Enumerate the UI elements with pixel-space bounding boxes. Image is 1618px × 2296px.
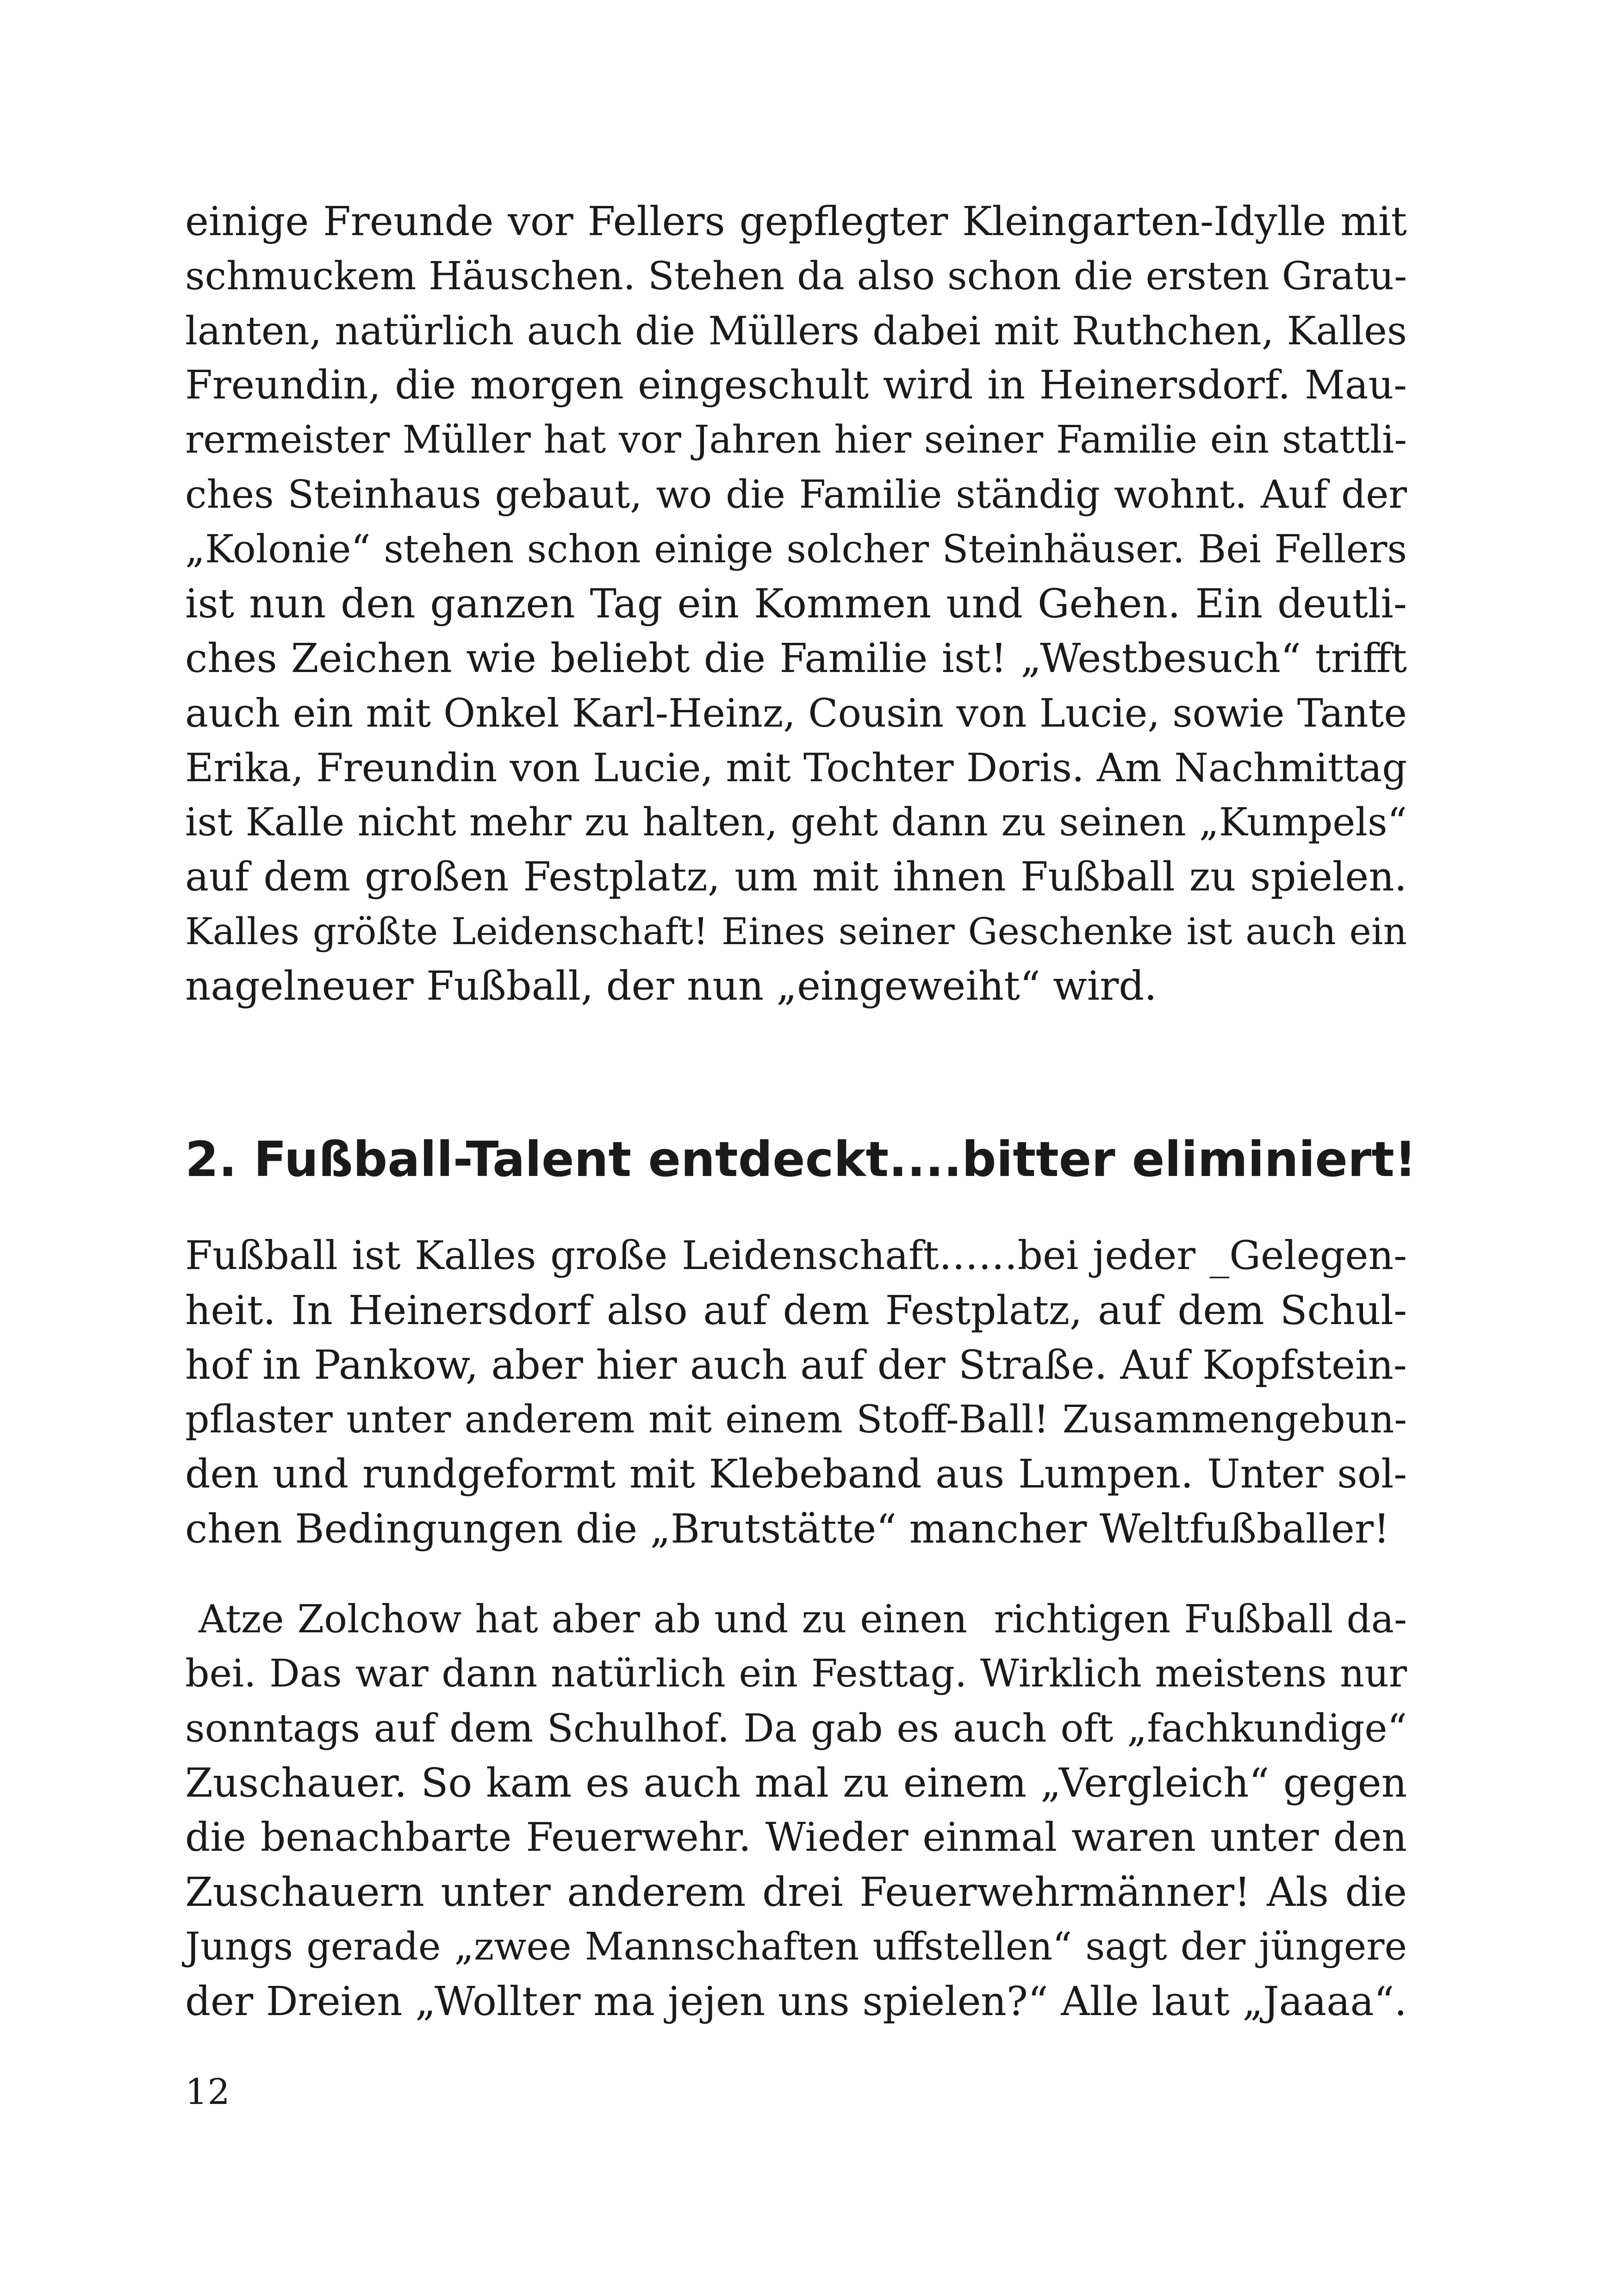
- text-line: Erika, Freundin von Lucie, mit Tochter Doris. Am Nachmittag: [185, 745, 1407, 790]
- intro-paragraph: [185, 194, 1407, 1014]
- text-line: ches Steinhaus gebaut, wo die Familie ständig wohnt. Auf der: [185, 472, 1407, 517]
- text-line: hof in Pankow, aber hier auch auf der Straße. Auf Kopfstein-: [185, 1342, 1407, 1388]
- chapter-paragraph-two: [185, 1592, 1407, 2029]
- text-line: auch ein mit Onkel Karl-Heinz, Cousin von Lucie, sowie Tante: [185, 691, 1407, 736]
- text-line: schmuckem Häuschen. Stehen da also schon die ersten Gratu-: [185, 254, 1407, 299]
- text-line: bei. Das war dann natürlich ein Festtag. Wirklich meistens nur: [185, 1652, 1407, 1696]
- text-line: ist Kalle nicht mehr zu halten, geht dann zu seinen „Kumpels“: [185, 800, 1407, 845]
- text-line: lanten, natürlich auch die Müllers dabei mit Ruthchen, Kalles: [185, 308, 1407, 354]
- chapter-heading: 2. Fußball-Talent entdeckt....bitter eliminiert!: [185, 1131, 1417, 1188]
- text-line: heit. In Heinersdorf also auf dem Festplatz, auf dem Schul-: [185, 1288, 1407, 1334]
- text-line: die benachbarte Feuerwehr. Wieder einmal waren unter den: [185, 1815, 1407, 1860]
- text-line: Fußball ist Kalles große Leidenschaft……bei jeder _Gelegen-: [185, 1233, 1407, 1279]
- text-line: Zuschauern unter anderem drei Feuerwehrmänner! Als die: [185, 1869, 1407, 1916]
- chapter-paragraph-one: [185, 1229, 1407, 1556]
- text-line: ches Zeichen wie beliebt die Familie ist! „Westbesuch“ trifft: [185, 635, 1407, 682]
- text-line: Freundin, die morgen eingeschult wird in Heinersdorf. Mau-: [185, 362, 1407, 408]
- text-line: Kalles größte Leidenschaft! Eines seiner Geschenke ist auch ein: [185, 910, 1407, 953]
- text-line: „Kolonie“ stehen schon einige solcher Steinhäuser. Bei Fellers: [185, 527, 1407, 572]
- text-line: rermeister Müller hat vor Jahren hier seiner Familie ein stattli-: [185, 418, 1407, 462]
- text-line: chen Bedingungen die „Brutstätte“ mancher Weltfußballer!: [185, 1506, 1390, 1552]
- text-line: sonntags auf dem Schulhof. Da gab es auch oft „fachkundige“: [185, 1706, 1407, 1751]
- text-line: den und rundgeformt mit Klebeband aus Lumpen. Unter sol-: [185, 1451, 1407, 1497]
- text-line: Jungs gerade „zwee Mannschaften uffstellen“ sagt der jüngere: [185, 1925, 1407, 1969]
- text-line: ist nun den ganzen Tag ein Kommen und Gehen. Ein deutli-: [185, 581, 1407, 627]
- text-line: pflaster unter anderem mit einem Stoff-Ball! Zusammengebun-: [185, 1398, 1407, 1442]
- text-line: auf dem großen Festplatz, um mit ihnen Fußball zu spielen.: [185, 854, 1407, 900]
- text-line: einige Freunde vor Fellers gepflegter Kleingarten-Idylle mit: [185, 199, 1407, 245]
- page-number: 12: [185, 2071, 230, 2112]
- text-line: Zuschauer. So kam es auch mal zu einem „Vergleich“ gegen: [185, 1760, 1407, 1806]
- text-line: der Dreien „Wollter ma jejen uns spielen?“ Alle laut „Jaaaa“.: [185, 1979, 1407, 2025]
- text-line: nagelneuer Fußball, der nun „eingeweiht“ wird.: [185, 963, 1157, 1009]
- text-line: Atze Zolchow hat aber ab und zu einen richtigen Fußball da-: [185, 1597, 1407, 1642]
